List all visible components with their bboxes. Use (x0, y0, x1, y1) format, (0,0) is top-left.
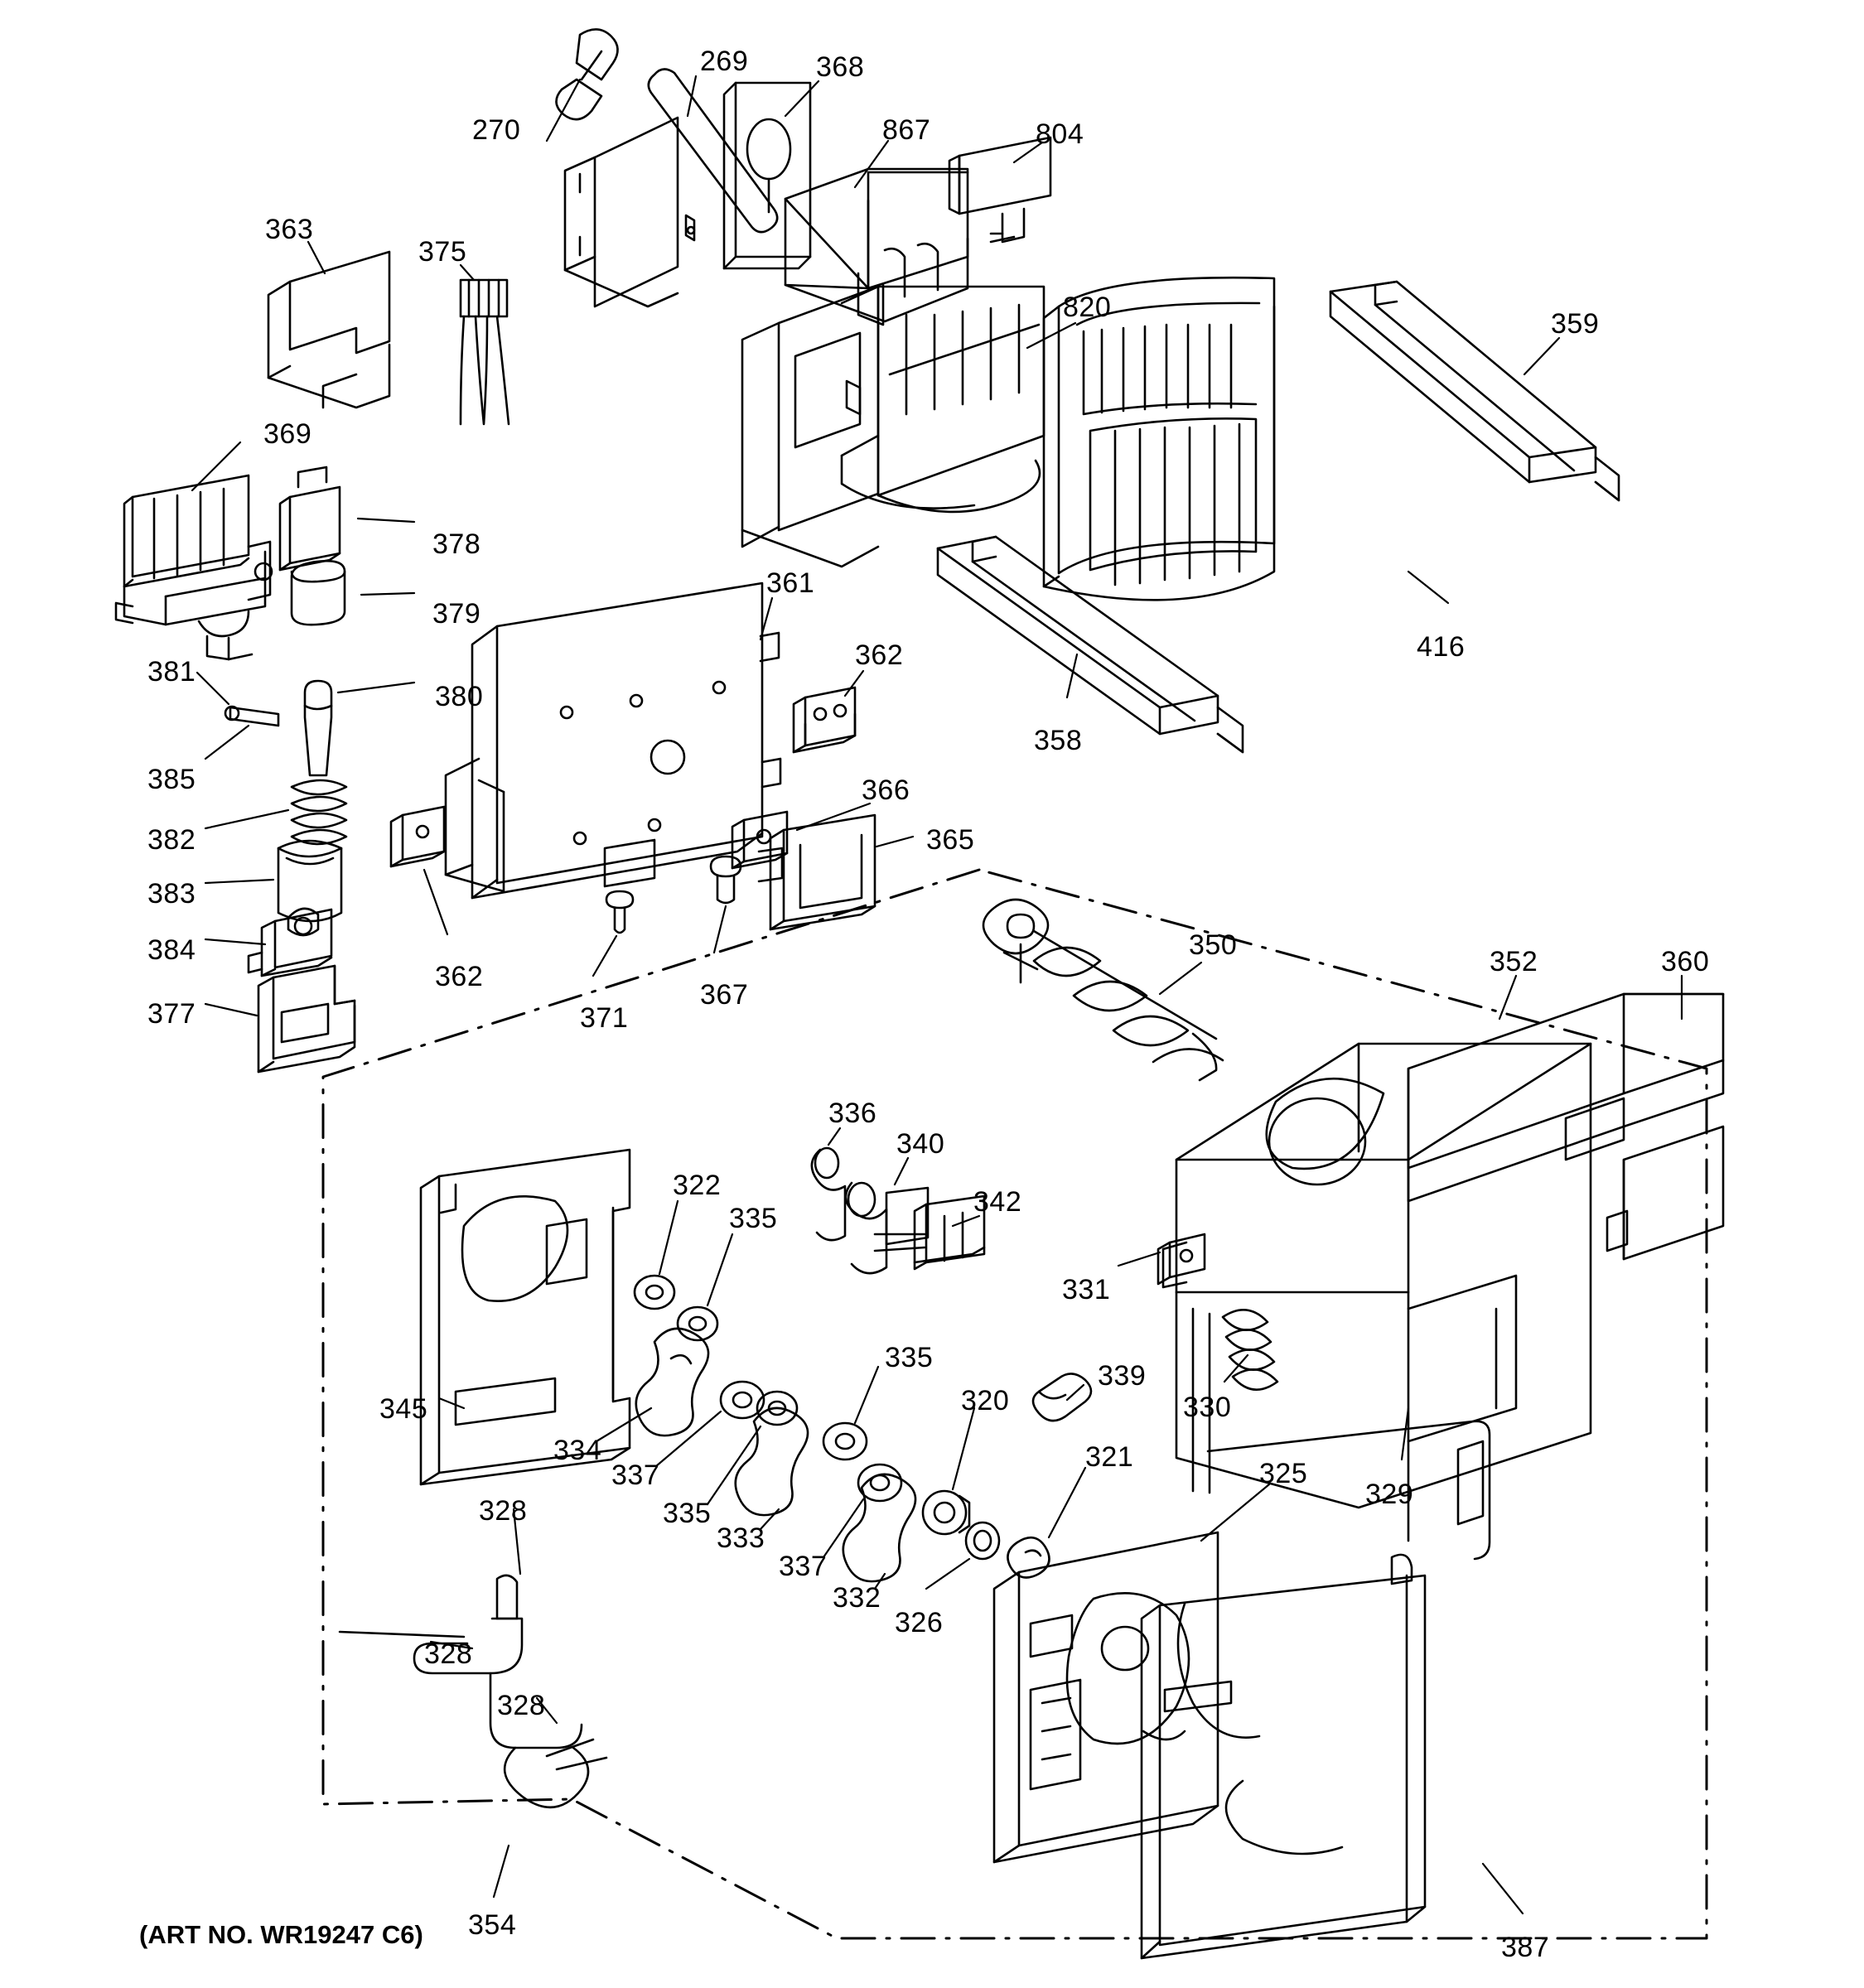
part-269-tube (649, 69, 777, 232)
art-number-label: (ART NO. WR19247 C6) (139, 1920, 423, 1949)
callout-804: 804 (1036, 118, 1084, 150)
part-337b-washer (823, 1423, 867, 1460)
part-363-cover (268, 252, 389, 408)
part-381-pin (225, 707, 278, 726)
callout-384: 384 (147, 934, 196, 966)
callout-366: 366 (862, 774, 910, 806)
part-416-shelf (1044, 277, 1274, 600)
callout-342: 342 (973, 1186, 1022, 1218)
callout-335-b: 335 (885, 1342, 934, 1373)
callout-382: 382 (147, 824, 196, 856)
section-boundary (323, 870, 1710, 1938)
part-375-harness (461, 280, 509, 424)
callout-339: 339 (1098, 1360, 1147, 1392)
callout-361: 361 (766, 567, 815, 599)
callout-335-a: 335 (729, 1203, 778, 1234)
part-387-cover (1142, 1555, 1425, 1958)
part-326-oring (966, 1522, 999, 1559)
callout-350: 350 (1189, 929, 1238, 961)
callout-320: 320 (961, 1385, 1010, 1416)
callout-328-c: 328 (497, 1690, 546, 1721)
part-804-switch (949, 138, 1050, 242)
callout-332: 332 (833, 1582, 881, 1614)
callout-360: 360 (1661, 946, 1710, 977)
callout-362-a: 362 (855, 639, 904, 671)
part-380-shaft (305, 681, 331, 775)
part-325-module (994, 1532, 1218, 1862)
callout-328-a: 328 (479, 1495, 528, 1527)
part-321-clip (1007, 1537, 1049, 1577)
callout-362-b: 362 (435, 961, 484, 992)
part-379-cap (292, 561, 345, 625)
callout-322: 322 (673, 1170, 722, 1201)
callout-335-c: 335 (663, 1498, 712, 1529)
callout-375: 375 (418, 236, 467, 268)
callout-379: 379 (432, 598, 481, 630)
callout-369: 369 (263, 418, 312, 450)
part-867-chute (785, 169, 968, 325)
part-bracket-left (565, 118, 694, 306)
part-336-spring (812, 1148, 845, 1240)
part-328-linkage (340, 1575, 606, 1807)
part-384-bracket (249, 909, 331, 976)
callout-377: 377 (147, 998, 196, 1030)
part-329-rod (1208, 1421, 1490, 1559)
callout-378: 378 (432, 528, 481, 560)
callout-359: 359 (1551, 308, 1600, 340)
part-320-bushing (923, 1491, 969, 1534)
part-371-screw (606, 891, 633, 933)
callout-337-a: 337 (611, 1460, 660, 1491)
callout-352: 352 (1490, 946, 1538, 977)
callout-380: 380 (435, 681, 484, 712)
part-377-housing (258, 966, 355, 1072)
callout-340: 340 (896, 1128, 945, 1160)
callout-363: 363 (265, 214, 314, 245)
part-352-bucket (1163, 1044, 1591, 1541)
part-330-spring (1223, 1310, 1277, 1389)
callout-331: 331 (1062, 1274, 1111, 1305)
callout-326: 326 (895, 1607, 944, 1638)
callout-358: 358 (1034, 725, 1083, 756)
callout-387: 387 (1501, 1932, 1550, 1963)
callout-385: 385 (147, 764, 196, 795)
callout-354: 354 (468, 1909, 517, 1941)
part-334-cam (636, 1329, 708, 1436)
part-362b-clip (391, 807, 444, 866)
callout-416: 416 (1417, 631, 1466, 663)
part-322-washer (635, 1276, 674, 1309)
callout-365: 365 (926, 824, 975, 856)
callout-368: 368 (816, 51, 865, 83)
callout-330: 330 (1183, 1392, 1232, 1423)
part-820-icemaker (742, 244, 1044, 567)
callout-381: 381 (147, 656, 196, 688)
part-367-screw (711, 856, 741, 903)
callout-328-b: 328 (424, 1638, 473, 1670)
callout-270: 270 (472, 114, 521, 146)
callout-329: 329 (1365, 1479, 1414, 1510)
callout-371: 371 (580, 1002, 629, 1034)
callout-269: 269 (700, 46, 749, 77)
part-331-clip (1158, 1234, 1205, 1284)
callout-321: 321 (1085, 1441, 1134, 1473)
callout-325: 325 (1259, 1458, 1308, 1489)
callout-383: 383 (147, 878, 196, 910)
callout-337-b: 337 (779, 1551, 828, 1582)
part-369-motor (116, 475, 272, 659)
part-360-lid (1408, 994, 1723, 1259)
part-368-bracket (724, 83, 810, 268)
part-382-spring (292, 780, 346, 844)
callout-367: 367 (700, 979, 749, 1011)
part-339-roller (1033, 1373, 1091, 1421)
callout-867: 867 (882, 114, 931, 146)
callout-334: 334 (553, 1435, 602, 1466)
callout-345: 345 (379, 1393, 428, 1425)
part-378-solenoid (280, 467, 340, 570)
callout-333: 333 (717, 1522, 765, 1554)
callout-820: 820 (1063, 292, 1112, 323)
part-362a-clip (794, 688, 855, 752)
callout-336: 336 (828, 1098, 877, 1129)
